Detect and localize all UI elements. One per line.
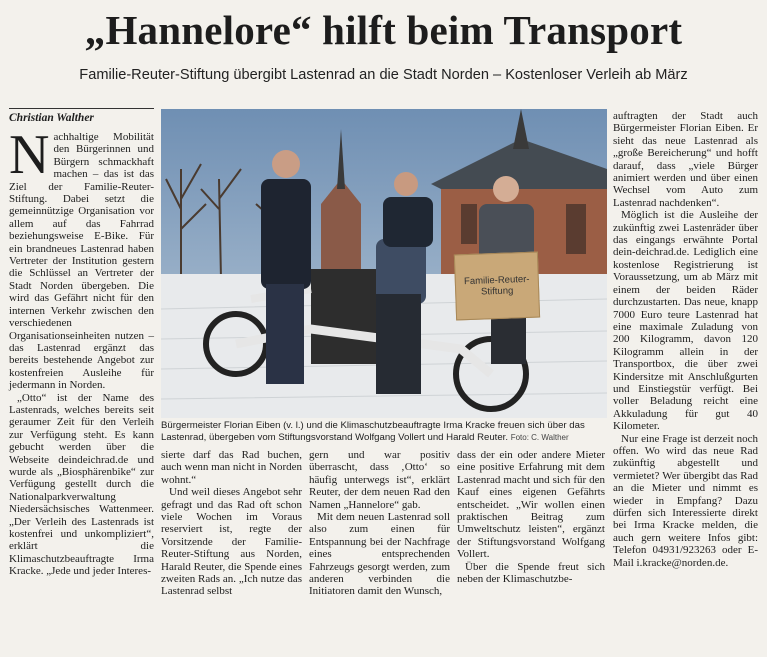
article-column-4	[457, 449, 605, 649]
article-column-1	[9, 124, 154, 651]
article-photo	[161, 109, 607, 418]
paragraph: Nur eine Frage ist derzeit noch offen. Wo wird das neue Rad zukünftig abgestellt und vermietet? Wer übergibt das Rad an die Mieter und nimmt es wieder in Empfang? Dazu dürfen sich Interessierte direkt bei Irma Kracke melden, die auch gern weitere Infos gibt: Telefon 04931/923263 oder E-Mail i.kracke@norden.de.	[613, 432, 758, 569]
author-byline: Christian Walther	[9, 108, 154, 126]
paragraph: gern und war positiv überrascht, dass ‚Otto‘ so häufig unterwegs ist“, erklärt Reuter, der dem neuen Rad den Namen „Hannelore“ gab.	[309, 449, 450, 511]
subheadline: Familie-Reuter-Stiftung übergibt Lastenrad an die Stadt Norden – Kostenloser Verleih ab März	[79, 67, 688, 83]
caption-text: Bürgermeister Florian Eiben (v. l.) und die Klimaschutzbeauftragte Irma Kracke freuen sich über das Lastenrad, übergeben vom Stiftungsvorstand Wolfgang Vollert und Harald Reuter.	[161, 420, 585, 443]
paragraph: sierte darf das Rad buchen, auch wenn man nicht in Norden wohnt.“	[161, 449, 302, 486]
article-column-2	[161, 449, 302, 649]
paragraph: Möglich ist die Ausleihe der zukünftig zwei Lastenräder über das eingangs erwähnte Portal dein-deichrad.de. Lediglich eine kostenlose Registrierung ist Voraussetzung, um ab März mit einem der beiden Räder durchzustarten. Das neue, knapp 7000 Euro teure Lastenrad hat eine maximale Zuladung von 200 Kilogramm, davon 120 Kilogramm allein in der Transportbox, die über zwei Kindersitze mit Anschlußgurten und Einstiegstür verfügt. Bei voller Beladung reicht eine Akkuladung für gut 40 Kilometer.	[613, 209, 758, 433]
paragraph: Über die Spende freut sich neben der Klimaschutzbe-	[457, 560, 605, 586]
photo-illustration	[161, 109, 607, 418]
paragraph: auftragten der Stadt auch Bürgermeister Florian Eiben. Er sieht das neue Lastenrad als „große Bereicherung“ und hofft darauf, dass „viele Bürger animiert werden und über einen Wechsel vom Auto zum Lastenrad nachdenken“.	[613, 110, 758, 209]
article-column-5	[613, 110, 758, 650]
headline: „Hannelore“ hilft beim Transport	[84, 7, 683, 53]
paragraph: Und weil dieses Angebot sehr gefragt und das Rad oft schon viele Wochen im Voraus reserviert ist, regte der Vorsitzende der Familie-Reuter-Stiftung aus Norden, Harald Reuter, die Spende eines zweiten Rads an. „Ich nutze das Lastenrad selbst	[161, 486, 302, 598]
photo-caption	[161, 420, 607, 444]
paragraph: dass der ein oder andere Mieter eine positive Erfahrung mit dem Lastenrad macht und sich für den Kauf eines eigenen Gefährts entscheidet. „Wir wollen einen praktischen Beitrag zum Umweltschutz leisten“, ergänzt der Stiftungsvorstand Wolfgang Vollert.	[457, 449, 605, 561]
dropcap-letter: N	[9, 124, 50, 186]
lead-text: achhaltige Mobilität den Bürgerinnen und Bürgern schmackhaft machen – das ist das Ziel der Familie-Reuter-Stiftung. Dabei setzt die gemeinnützige Organisation vor allem auf das Fahrrad beziehungsweise E-Bike. Für ein brandneues Lastenrad haben Vertreter der Institution gestern die Schlüssel an Vertreter der Stadt Norden übergeben. Die wird das Gefährt nicht für den internen Verkehr zwischen den verschiedenen Organisationseinheiten nutzen – das Lastenrad ergänzt das bereits bestehende Angebot zur kostenfreien Ausleihe für jedermann in Norden.	[9, 131, 154, 392]
paragraph: Mit dem neuen Lastenrad soll also zum einen für Entspannung bei der Nachfrage eines entsprechenden Fahrzeugs gesorgt werden, zum anderen verbinden die Initiatoren damit den Wunsch,	[309, 511, 450, 598]
foundation-sign: Familie-Reuter-Stiftung	[454, 252, 540, 321]
paragraph: „Otto“ ist der Name des Lastenrads, welches bereits seit geraumer Zeit für den Verleih zur Verfügung steht. Es kann gebucht werden über die Webseite deindeichrad.de und wurde als „Biosphärenbike“ zur Verfügung gestellt durch die Nationalparkverwaltung Niedersächsisches Wattenmeer. „Der Verleih des Lastenrads ist kostenfrei und unkompliziert“, erklärt die Klimaschutzbeauftragte Irma Kracke. „Jede und jeder Interes-	[9, 391, 154, 578]
photo-credit: Foto: C. Walther	[510, 433, 569, 442]
lead-paragraph	[9, 124, 154, 392]
article-column-3	[309, 449, 450, 649]
